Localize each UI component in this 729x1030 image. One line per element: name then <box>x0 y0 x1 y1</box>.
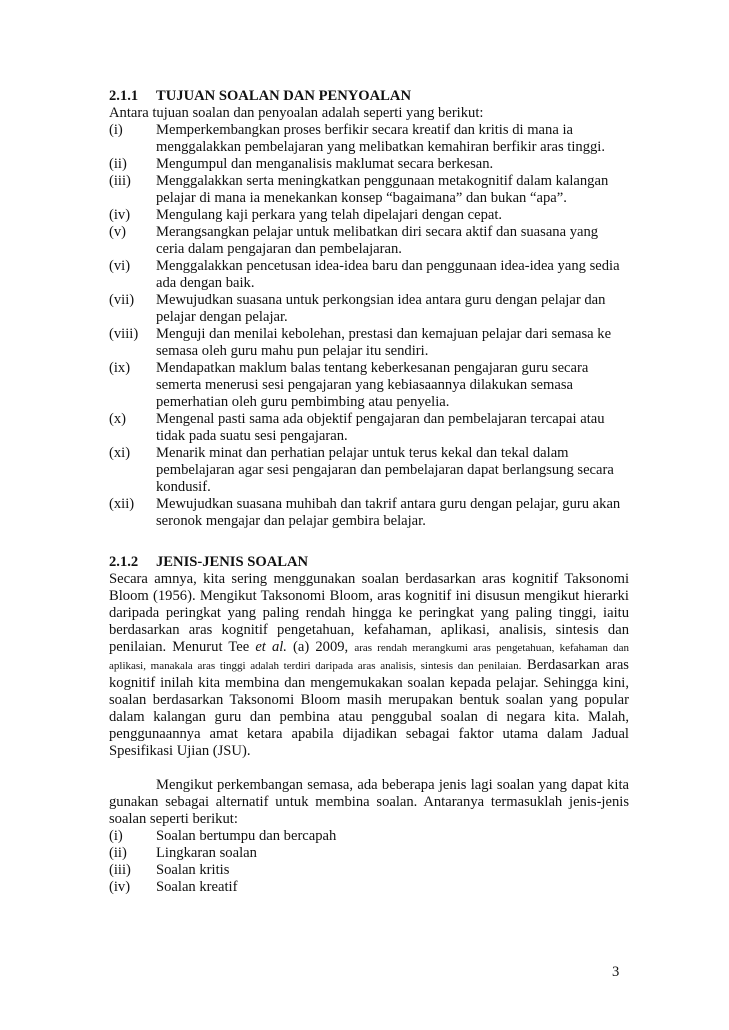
list-marker: (ii) <box>109 845 127 861</box>
list-item-text: Menggalakkan serta meningkatkan penggunaan metakognitif dalam kalangan pelajar di mana ia menekankan konsep “bagaimana” dan bukan “apa”. <box>156 173 609 206</box>
question-type-list <box>109 828 629 896</box>
list-item-text: Soalan bertumpu dan bercapah <box>156 828 337 844</box>
list-item-text: Mengenal pasti sama ada objektif pengajaran dan pembelajaran tercapai atau tidak pada suatu sesi pengajaran. <box>156 411 605 444</box>
list-item <box>109 258 629 292</box>
list-item-text: Menggalakkan pencetusan idea-idea baru dan penggunaan idea-idea yang sedia ada dengan baik. <box>156 258 620 291</box>
list-marker: (iii) <box>109 862 131 878</box>
citation-etal: et al. <box>255 639 287 655</box>
paragraph-spacer <box>109 760 629 777</box>
list-marker: (xii) <box>109 496 135 512</box>
list-item <box>109 845 629 862</box>
list-item-text: Mewujudkan suasana muhibah dan takrif antara guru dengan pelajar, guru akan seronok mengajar dan pelajar gembira belajar. <box>156 496 621 529</box>
document-page <box>109 88 629 896</box>
purpose-list <box>109 122 629 530</box>
list-item-text: Mengumpul dan menganalisis maklumat secara berkesan. <box>156 156 494 172</box>
paragraph-text: Secara amnya, kita sering menggunakan soalan berdasarkan aras kognitif Taksonomi Bloom (1956). Mengikut Taksonomi Bloom, aras kognitif ini disusun mengikut hierarki daripada peringkat yang paling rendah hingga ke peringkat yang paling tinggi, iaitu berdasarkan aras kognitif pengetahuan, kefahaman, aplikasi, analisis, sintesis dan penilaian. Menurut Tee <box>109 571 629 655</box>
page-number: 3 <box>612 964 620 980</box>
list-marker: (iv) <box>109 207 131 223</box>
list-item-text: Soalan kritis <box>156 862 230 878</box>
section-spacer <box>109 530 629 554</box>
list-item-text: Mendapatkan maklum balas tentang keberkesanan pengajaran guru secara semerta menerusi sesi pengajaran yang kebiasaannya dilakukan semasa pemerhatian oleh guru pembimbing atau penyelia. <box>156 360 589 410</box>
list-item <box>109 207 629 224</box>
section-heading-jenis <box>109 554 629 571</box>
section-number: 2.1.1 <box>109 88 139 104</box>
list-marker: (iii) <box>109 173 131 189</box>
section-intro: Antara tujuan soalan dan penyoalan adalah seperti yang berikut: <box>109 105 484 121</box>
list-item-text: Soalan kreatif <box>156 879 238 895</box>
list-marker: (ii) <box>109 156 127 172</box>
list-item <box>109 122 629 156</box>
section-title: TUJUAN SOALAN DAN PENYOALAN <box>156 88 411 104</box>
paragraph-small-text: aras rendah merangkumi aras pengetahuan, kefahaman dan aplikasi, manakala aras tinggi adalah terdiri daripada aras analisis, sintesis dan penilaian. <box>109 642 629 672</box>
list-item <box>109 156 629 173</box>
list-item <box>109 173 629 207</box>
list-marker: (i) <box>109 828 123 844</box>
list-item-text: Mewujudkan suasana untuk perkongsian idea antara guru dengan pelajar dan pelajar dengan pelajar. <box>156 292 606 325</box>
list-item <box>109 445 629 496</box>
list-marker: (v) <box>109 224 127 240</box>
list-marker: (vii) <box>109 292 135 308</box>
list-item <box>109 224 629 258</box>
list-marker: (x) <box>109 411 127 427</box>
list-item-text: Merangsangkan pelajar untuk melibatkan diri secara aktif dan suasana yang ceria dalam pengajaran dan pembelajaran. <box>156 224 599 257</box>
list-item <box>109 862 629 879</box>
section-heading-tujuan <box>109 88 629 105</box>
paragraph-perkembangan: Mengikut perkembangan semasa, ada beberapa jenis lagi soalan yang dapat kita gunakan sebagai alternatif untuk membina soalan. Antaranya termasuklah jenis-jenis soalan seperti berikut: <box>109 777 629 827</box>
paragraph-bloom <box>109 571 629 760</box>
paragraph-text: Berdasarkan aras kognitif inilah kita membina dan mengemukakan soalan kepada pelajar. Sehingga kini, soalan berdasarkan Taksonomi Bloom masih merupakan bentuk soalan yang popular dalam kalangan guru dan pembina atau penggubal soalan di negara kita. Malah, penggunaannya amat ketara apabila dijadikan sebagai faktor utama dalam Jadual Spesifikasi Ujian (JSU). <box>109 657 629 759</box>
list-item <box>109 326 629 360</box>
list-item <box>109 496 629 530</box>
paragraph-text: (a) 2009, <box>286 639 355 655</box>
list-item-text: Lingkaran soalan <box>156 845 257 861</box>
list-item-text: Menarik minat dan perhatian pelajar untuk terus kekal dan tekal dalam pembelajaran agar sesi pengajaran dan pembelajaran dapat berlangsung secara kondusif. <box>156 445 614 495</box>
list-item-text: Mengulang kaji perkara yang telah dipelajari dengan cepat. <box>156 207 503 223</box>
list-item <box>109 828 629 845</box>
section-title: JENIS-JENIS SOALAN <box>156 554 309 570</box>
list-item-text: Menguji dan menilai kebolehan, prestasi dan kemajuan pelajar dari semasa ke semasa oleh guru mahu pun pelajar itu sendiri. <box>156 326 612 359</box>
list-item <box>109 879 629 896</box>
list-marker: (viii) <box>109 326 139 342</box>
list-item <box>109 411 629 445</box>
section-number: 2.1.2 <box>109 554 139 570</box>
list-marker: (i) <box>109 122 123 138</box>
list-marker: (xi) <box>109 445 131 461</box>
list-marker: (ix) <box>109 360 131 376</box>
list-item-text: Memperkembangkan proses berfikir secara kreatif dan kritis di mana ia menggalakkan pembelajaran yang melibatkan kemahiran berfikir aras tinggi. <box>156 122 605 155</box>
list-item <box>109 292 629 326</box>
list-item <box>109 360 629 411</box>
list-marker: (iv) <box>109 879 131 895</box>
list-marker: (vi) <box>109 258 131 274</box>
